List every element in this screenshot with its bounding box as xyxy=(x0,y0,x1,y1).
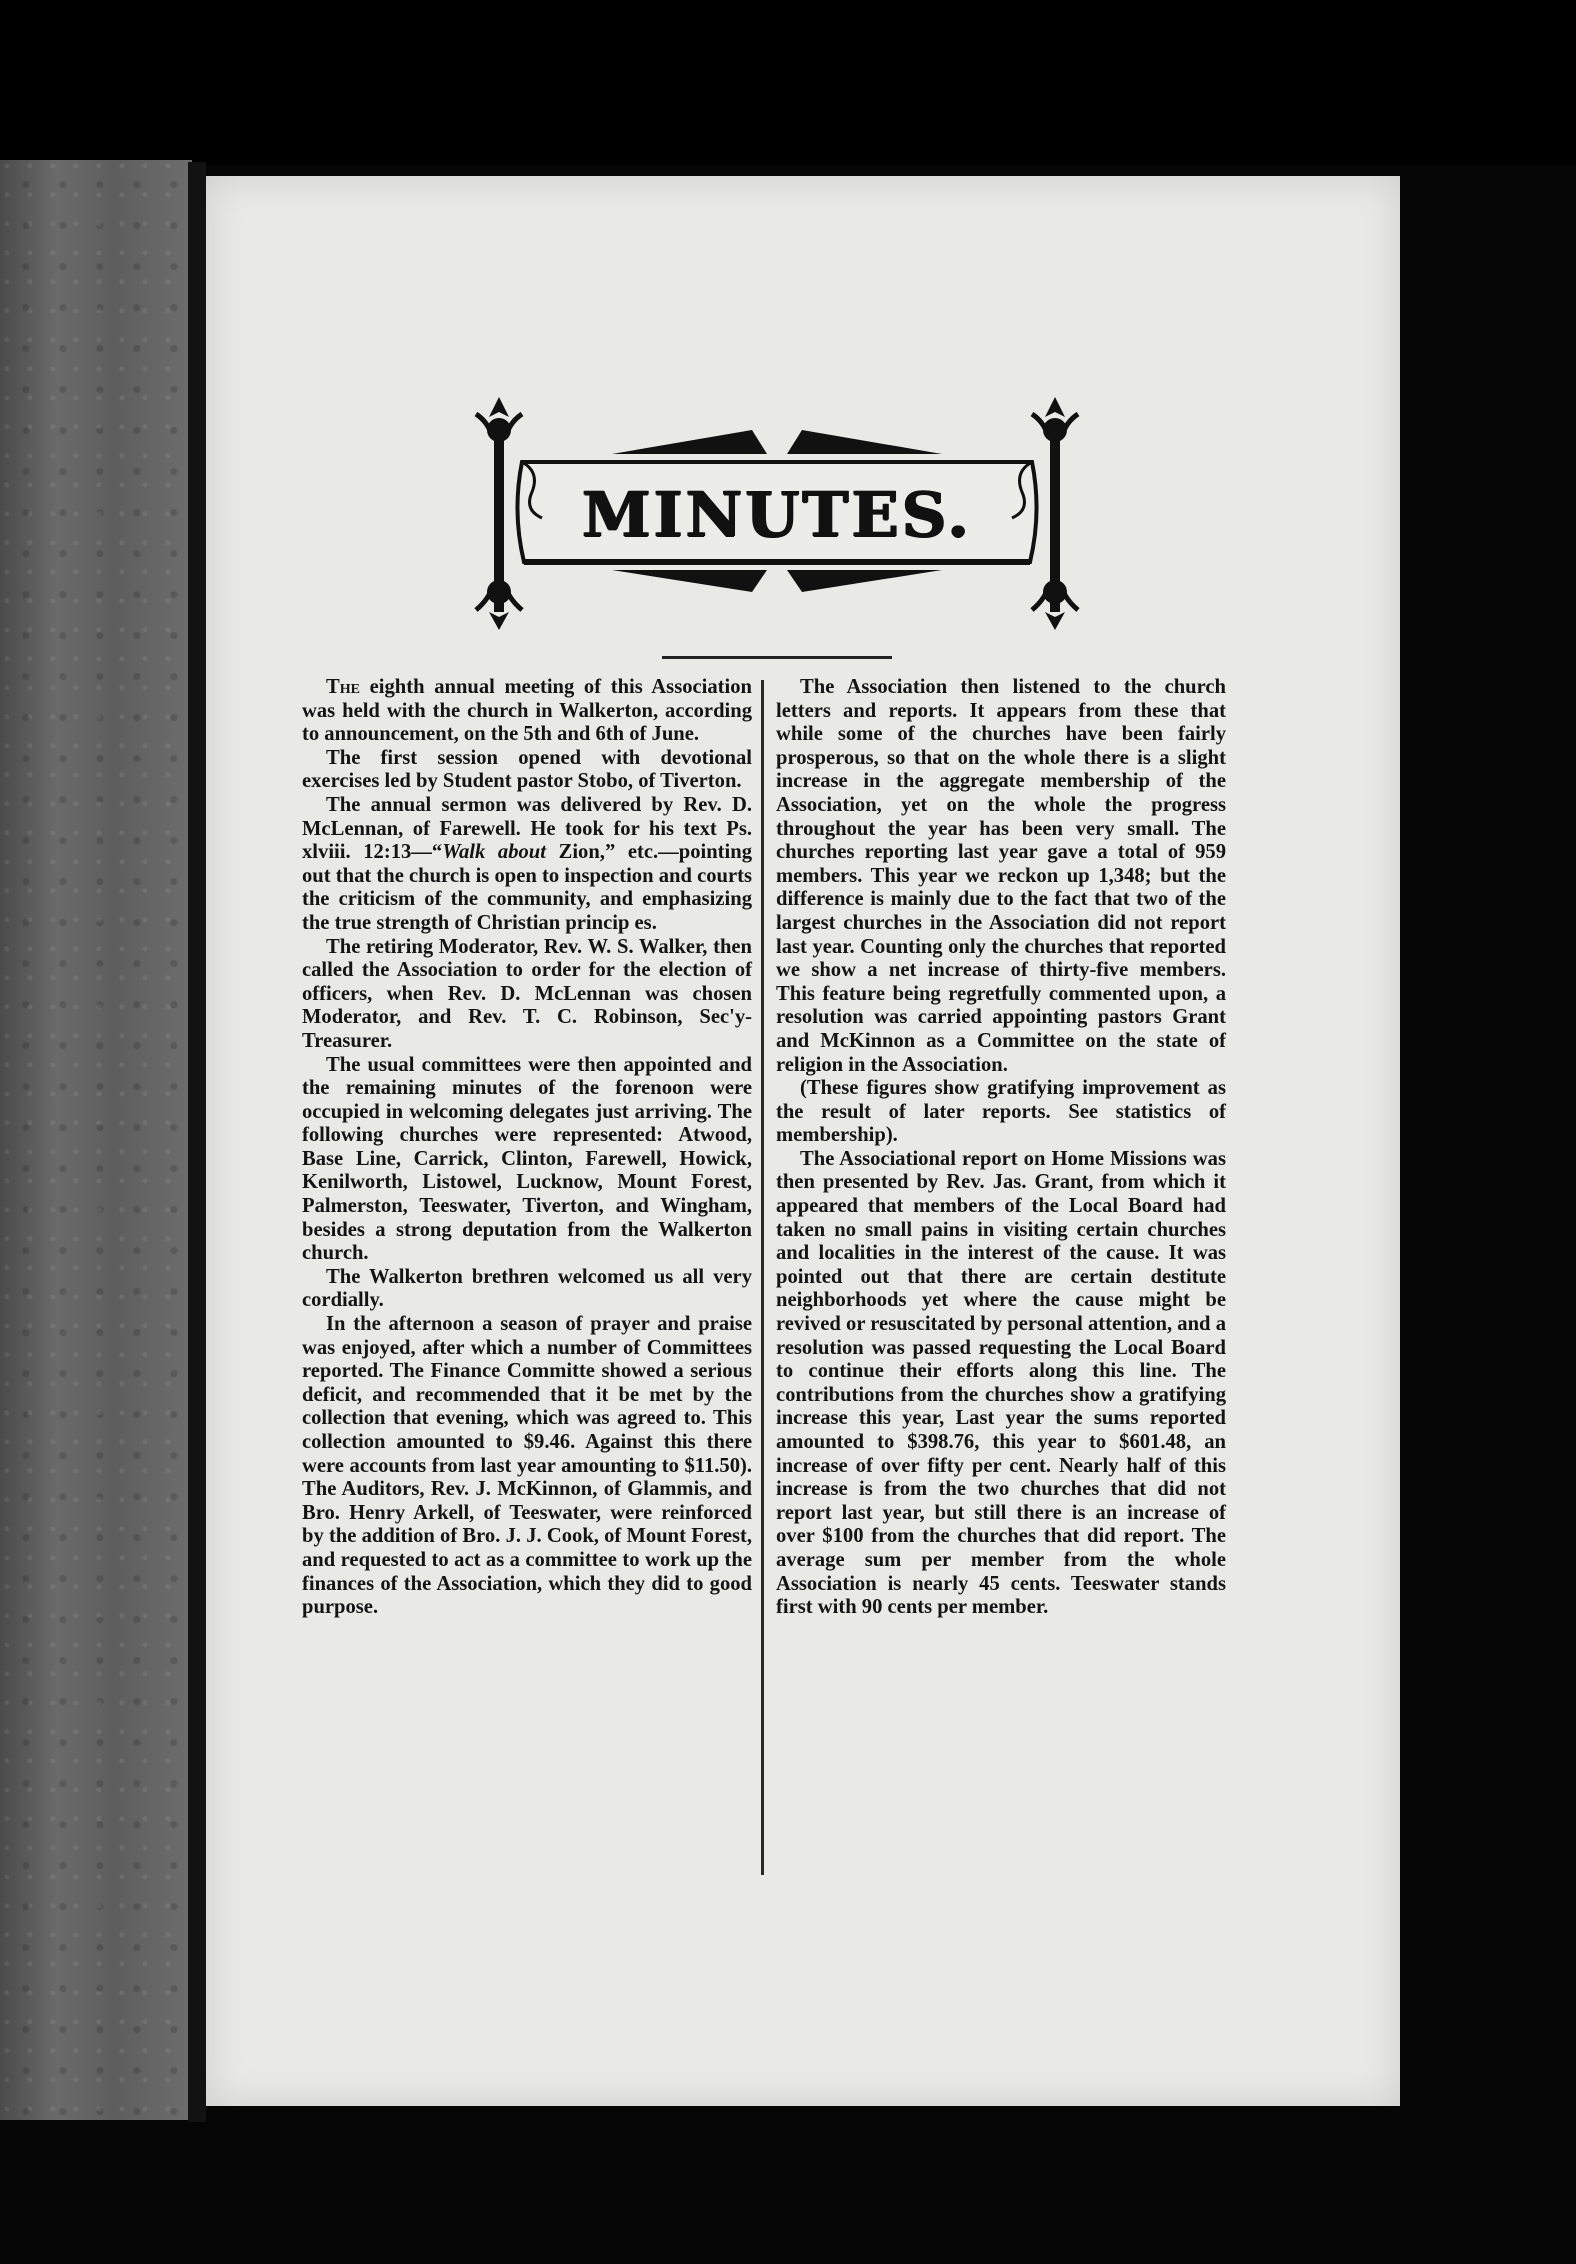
emphasis-text: Walk about xyxy=(442,841,546,864)
paragraph xyxy=(302,794,752,936)
paragraph: (These figures show gratifying improvement as the result of later reports. See statistics of membership). xyxy=(776,1077,1226,1147)
paragraph: The retiring Moderator, Rev. W. S. Walker, then called the Association to order for the election of officers, when Rev. D. McLennan was chosen Moderator, and Rev. T. C. Robinson, Sec'y-Treasurer. xyxy=(302,935,752,1052)
left-column xyxy=(302,676,752,1620)
paragraph: The Walkerton brethren welcomed us all very cordially. xyxy=(302,1265,752,1312)
lead-word: The xyxy=(326,676,360,698)
paragraph: The usual committees were then appointed and the remaining minutes of the forenoon were occupied in welcoming delegates just arriving. The following churches were represented: Atwood, Base Line, Carrick, Clinton, Farewell, Howick, Kenilworth, Listowel, Lucknow, Mount Forest, Palmerston, Teeswater, Tiverton, and Wingham, besides a strong deputation from the Walkerton church. xyxy=(302,1053,752,1265)
paragraph: In the afternoon a season of prayer and praise was enjoyed, after which a number of Committees reported. The Finance Committe showed a serious deficit, and recommended that it be met by the collection that evening, which was agreed to. This collection amounted to $9.46. Against this there were accounts from last year amounting to $11.50). The Auditors, Rev. J. McKinnon, of Glammis, and Bro. Henry Arkell, of Teeswater, were reinforced by the addition of Bro. J. J. Cook, of Mount Forest, and requested to act as a committee to work up the finances of the Association, which they did to good purpose. xyxy=(302,1313,752,1619)
paragraph: The Association then listened to the church letters and reports. It appears from these that while some of the churches have been fairly prosperous, so that on the whole there is a slight increase in the aggregate membership of the Association, yet on the whole the progress throughout the year has been very small. The churches reporting last year gave a total of 959 members. This year we reckon up 1,348; but the difference is mainly due to the fact that two of the largest churches in the Association did not report last year. Counting only the churches that reported we show a net increase of thirty-five members. This feature being regretfully commented upon, a resolution was carried appointing pastors Grant and McKinnon as a Committee on the state of religion in the Association. xyxy=(776,676,1226,1076)
scan-top-margin xyxy=(0,0,1576,165)
page-gutter xyxy=(188,162,206,2122)
paragraph-text: The annual sermon was delivered by Rev. D. McLennan, of Farewell. He took for his text Ps. xlviii. 12:13—“ xyxy=(302,793,752,864)
column-divider xyxy=(761,680,764,1875)
paragraph-text: eighth annual meeting of this Association was held with the church in Walkerton, according to announcement, on the 5th and 6th of June. xyxy=(302,676,752,746)
binding-board xyxy=(0,160,192,2120)
paragraph: The Associational report on Home Missions was then presented by Rev. Jas. Grant, from which it appeared that members of the Local Board had taken no small pains in visiting certain churches and localities in the interest of the cause. It was pointed out that there are certain destitute neighborhoods yet where the cause might be revived or resuscitated by personal attention, and a resolution was passed requesting the Local Board to continue their efforts along this line. The contributions from the churches show a gratifying increase this year, Last year the sums reported amounted to $398.76, this year to $601.48, an increase of over fifty per cent. Nearly half of this increase is from the two churches that did not report last year, but still there is an increase of over $100 from the churches that did report. The average sum per member from the whole Association is nearly 45 cents. Teeswater stands first with 90 cents per member. xyxy=(776,1147,1226,1619)
minutes-banner xyxy=(462,392,1092,632)
title-rule xyxy=(662,656,892,659)
page-title: MINUTES. xyxy=(582,478,972,551)
right-column xyxy=(776,676,1226,1620)
paragraph xyxy=(302,676,752,747)
paragraph-text: Zion,” etc.—pointing out that the church is open to inspection and courts the criticism of the community, and emphasizing the true strength of Christian princip es. xyxy=(302,841,752,934)
paragraph: The first session opened with devotional exercises led by Student pastor Stobo, of Tiverton. xyxy=(302,746,752,793)
